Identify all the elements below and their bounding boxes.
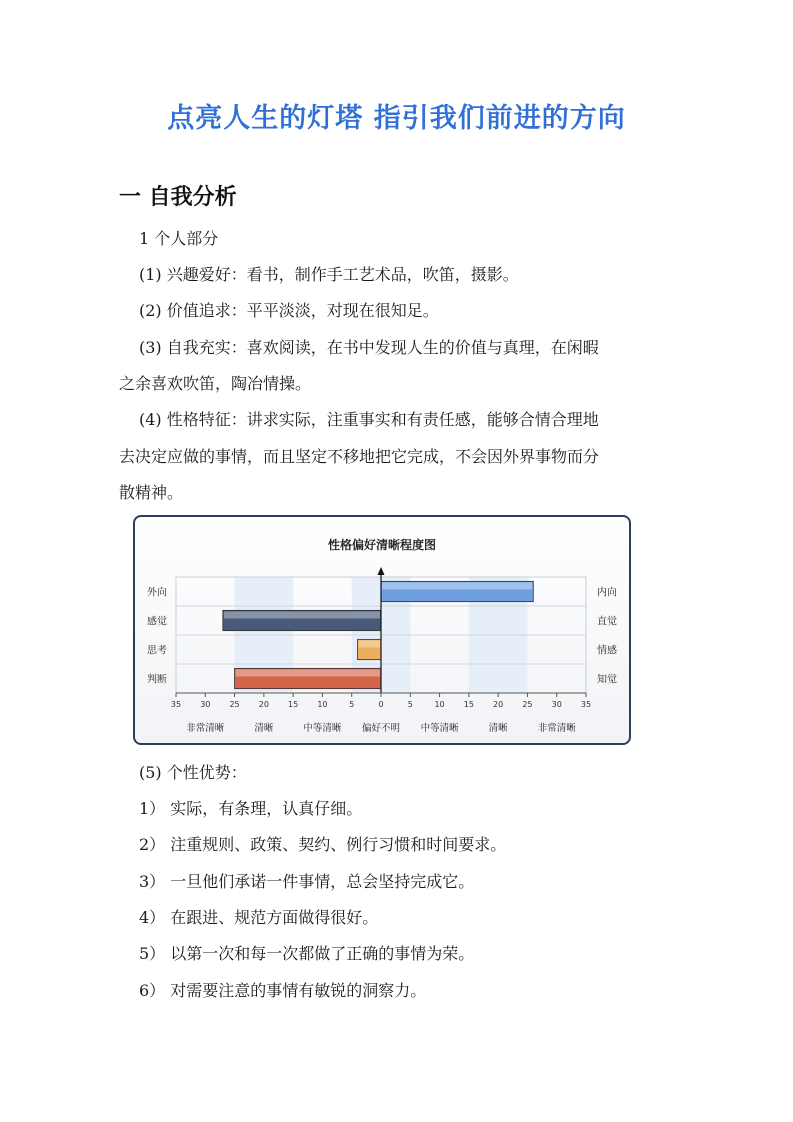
paragraph-line: (4) 性格特征：讲求实际，注重事实和有责任感，能够合情合理地: [139, 410, 599, 429]
list-item: 6） 对需要注意的事情有敏锐的洞察力。: [139, 981, 427, 1000]
chart-left-label: 判断: [147, 674, 167, 686]
chart-title: 性格偏好清晰程度图: [327, 538, 437, 552]
personality-chart: [133, 515, 631, 745]
chart-band-label: 中等清晰: [303, 723, 342, 734]
list-item: 5） 以第一次和每一次都做了正确的事情为荣。: [139, 944, 475, 963]
chart-left-label: 思考: [147, 645, 167, 657]
section-heading: 一 自我分析: [119, 185, 237, 210]
chart-band-label: 偏好不明: [361, 723, 401, 734]
chart-tick-label: 10: [434, 700, 445, 709]
paragraph-line: (3) 自我充实：喜欢阅读，在书中发现人生的价值与真理，在闲暇: [139, 338, 599, 357]
list-item: 3） 一旦他们承诺一件事情，总会坚持完成它。: [139, 872, 475, 891]
chart-bar-highlight: [382, 582, 532, 589]
chart-tick-label: 5: [407, 700, 413, 709]
chart-tick-label: 5: [349, 700, 355, 709]
paragraph-line: (2) 价值追求：平平淡淡，对现在很知足。: [139, 301, 439, 320]
page-title: 点亮人生的灯塔 指引我们前进的方向: [167, 103, 626, 134]
chart-band-label: 非常清晰: [537, 723, 576, 734]
chart-bar-highlight: [359, 640, 380, 647]
chart-tick-label: 15: [288, 700, 299, 709]
chart-tick-label: 30: [551, 700, 562, 709]
chart-tick-label: 20: [493, 700, 504, 709]
paragraph-line: (1) 兴趣爱好：看书，制作手工艺术品，吹笛，摄影。: [139, 265, 519, 284]
chart-right-label: 知觉: [597, 674, 617, 686]
chart-svg: [133, 515, 631, 745]
chart-tick-label: 35: [580, 700, 592, 709]
chart-tick-label: 25: [522, 700, 533, 709]
chart-band-label: 清晰: [488, 723, 508, 734]
chart-tick-label: 30: [200, 700, 211, 709]
chart-tick-label: 10: [317, 700, 328, 709]
chart-band-label: 非常清晰: [186, 723, 225, 734]
chart-right-label: 内向: [597, 587, 617, 599]
chart-left-label: 外向: [147, 587, 167, 599]
list-item: 2） 注重规则、政策、契约、例行习惯和时间要求。: [139, 835, 507, 854]
chart-right-label: 情感: [597, 645, 617, 657]
paragraph-line: 去决定应做的事情，而且坚定不移地把它完成，不会因外界事物而分: [119, 447, 600, 466]
strengths-heading: (5) 个性优势：: [139, 763, 247, 782]
chart-tick-label: 20: [258, 700, 269, 709]
chart-band-label: 中等清晰: [420, 723, 459, 734]
chart-tick-label: 15: [463, 700, 474, 709]
chart-bar-highlight: [224, 611, 380, 618]
chart-right-label: 直觉: [597, 616, 617, 628]
chart-left-label: 感觉: [147, 616, 167, 628]
paragraph-line: 之余喜欢吹笛，陶冶情操。: [119, 374, 312, 393]
chart-tick-label: 35: [170, 700, 182, 709]
chart-bar-highlight: [236, 669, 380, 676]
paragraph-line: 散精神。: [119, 483, 184, 502]
chart-tick-label: 0: [378, 700, 384, 709]
list-item: 1） 实际，有条理，认真仔细。: [139, 799, 363, 818]
chart-band-label: 清晰: [254, 723, 274, 734]
subsection-heading: 1 个人部分: [139, 229, 219, 248]
list-item: 4） 在跟进、规范方面做得很好。: [139, 908, 379, 927]
chart-tick-label: 25: [229, 700, 240, 709]
